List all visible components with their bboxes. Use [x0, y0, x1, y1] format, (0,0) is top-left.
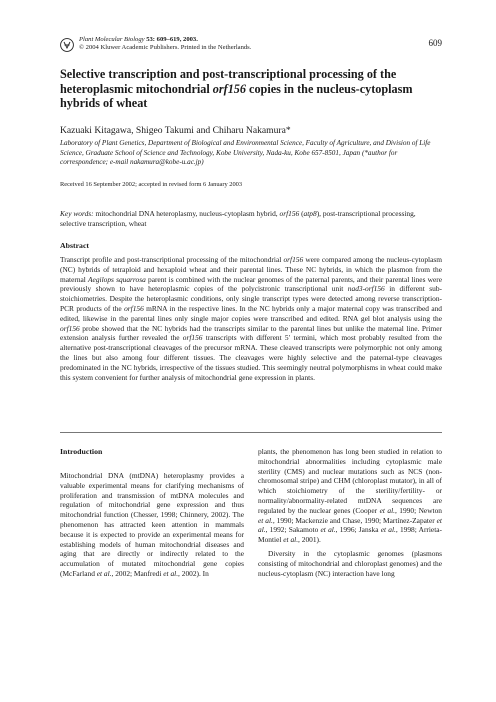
paper-title — [60, 67, 442, 111]
intro-paragraph — [60, 471, 244, 579]
abstract-run: were compared among the nucleus-cytoplasm (NC) hybrids of tetraploid and hexaploid wheat and their parental lines. These NC hybrids, in which the plasmon from the maternal — [60, 255, 442, 284]
intro-run: , 2002). In — [178, 568, 209, 578]
citation-etal: et al. — [380, 525, 396, 535]
page-number: 609 — [428, 38, 442, 48]
intro-run: , 1990; Mackenzie and Chase, 1990; Martínez-Zapater — [272, 515, 437, 525]
citation-etal: et al. — [283, 535, 299, 545]
abstract-gene: nad3-orf156 — [347, 284, 385, 294]
author-affiliation: Laboratory of Plant Genetics, Department of Biological and Environmental Science, Faculty of Agriculture, and Division of Life Science, Graduate School of Science and Technology, Kobe University, Nada-ku, Kobe 657-8501, Japan (*author for correspondence; e-mail nakamura@kobe-u.ac.jp) — [60, 139, 431, 167]
journal-name: Plant Molecular Biology — [79, 36, 145, 43]
abstract-run: Transcript profile and post-transcriptional processing of the mitochondrial — [60, 255, 284, 264]
citation-etal: et al. — [320, 525, 336, 535]
abstract-run: transcripts with different 5′ termini, which most probably resulted from the alternative post-transcriptional cleavages of the precursor mRNA. These cleaved transcripts were polymorphic not only among the lines but also among four different tissues. The cleavages were highly selective and the paternal-type cleavages predominated in the NC hybrids, irrespective of the tissues studied. This seemingly neutral polymorphisms in wheat could make this system convenient for further analysis of mitochondrial gene expression in plants. — [60, 333, 442, 382]
right-column — [258, 447, 442, 578]
intro-run: plants, the phenomenon has long been studied in relation to mitochondrial abnormalities including cytoplasmic male sterility (CMS) and nuclear mutations such as NCS (non-chromosomal stripe) and CHM (chloroplast mutator), in all of which stoichiometry of the sterility/fertility- or normality/abnormality-related mtDNA sequences are regulated by the nuclear genes (Cooper — [258, 447, 442, 515]
journal-header — [60, 36, 442, 56]
abstract-species: Aegilops squarrosa — [88, 274, 146, 284]
keywords-gene: orf156 — [279, 209, 300, 218]
intro-run: , 2001). — [298, 535, 321, 545]
intro-run: , 1990; Newton — [394, 505, 442, 515]
abstract-heading: Abstract — [60, 241, 90, 250]
intro-run: , 1996; Janska — [335, 525, 381, 535]
keywords-label: Key words: — [60, 209, 94, 218]
abstract-gene: orf156 — [124, 303, 144, 313]
abstract-gene: orf156 — [182, 333, 203, 343]
author-list: Kazuaki Kitagawa, Shigeo Takumi and Chiharu Nakamura* — [60, 125, 291, 136]
citation-etal: et al. — [258, 515, 273, 525]
title-part: Selective transcription and post-transcriptional processing of the heteroplasmic mitochondrial — [60, 67, 397, 96]
abstract-run: mRNA in the respective lines. In the NC hybrids only a major maternal copy was transcribed and edited, likewise in the parental lines only single major copies were transcribed and edited. RNA gel blot analysis using the — [60, 303, 442, 323]
section-divider — [60, 432, 442, 433]
intro-paragraph-continued — [258, 447, 442, 545]
journal-citation — [79, 36, 251, 53]
citation-etal: et al. — [258, 515, 442, 535]
intro-run: , 2002; Manfredi — [111, 568, 164, 578]
citation-etal: et al. — [379, 505, 395, 515]
abstract-run: probe showed that the NC hybrids had the transcripts similar to the parental lines but unlike the maternal line. Primer extension analysis further revealed the — [60, 323, 442, 343]
abstract-gene: orf156 — [60, 323, 80, 333]
copyright-line: © 2004 Kluwer Academic Publishers. Printed in the Netherlands. — [79, 44, 252, 52]
citation-etal: et al. — [163, 568, 179, 578]
title-part: copies in the nucleus-cytoplasm hybrids of wheat — [60, 81, 413, 111]
abstract-text — [60, 255, 442, 382]
intro-run: , 1998; Arrieta-Montiel — [258, 525, 442, 545]
keywords — [60, 209, 442, 228]
intro-run: , 1992; Sakamoto — [265, 525, 321, 535]
publisher-logo-icon — [60, 38, 74, 52]
abstract-gene: orf156 — [283, 255, 304, 264]
intro-paragraph: Diversity in the cytoplasmic genomes (plasmons consisting of mitochondrial and chloroplast genomes) and the nucleus-cytoplasm (NC) interaction have long — [258, 548, 442, 578]
keywords-gene: atp8 — [303, 209, 317, 218]
left-column — [60, 447, 244, 579]
citation-etal: et al. — [96, 568, 112, 578]
journal-volume-pages: 53: 609–619, 2003. — [144, 36, 198, 43]
abstract-run: parent is combined with the nuclear genomes of the paternal parents, and their parental lines were previously shown to have heteroplasmic copies of the polycistronic transcriptional unit — [60, 274, 443, 294]
intro-run: Mitochondrial DNA (mtDNA) heteroplasmy provides a valuable experimental means for clarifying mechanisms of proliferation and transmission of mtDNA molecules and regulation of mitochondrial gene expression and thus mitochondrial function (Chesser, 1998; Chinnery, 2002). The phenomenon has attracted keen attention in mammals because it is expected to provide an experimental means for establishing models of human mitochondrial diseases and aging that are directly or indirectly related to the accumulation of mutated mitochondrial gene copies (McFarland — [60, 471, 244, 578]
keywords-text: mitochondrial DNA heteroplasmy, nucleus-cytoplasm hybrid, — [93, 209, 280, 218]
introduction-heading: Introduction — [60, 447, 103, 456]
received-dates: Received 16 September 2002; accepted in revised form 6 January 2003 — [60, 181, 243, 188]
keywords-text: ( — [299, 209, 304, 218]
title-gene-name: orf156 — [212, 81, 246, 96]
abstract-run: in different sub-stoichiometries. Despite the heteroplasmic conditions, only single transcript types were detected among reverse transcription-PCR products of the — [60, 284, 442, 313]
keywords-text: ), post-transcriptional processing, selective transcription, wheat — [60, 209, 416, 228]
